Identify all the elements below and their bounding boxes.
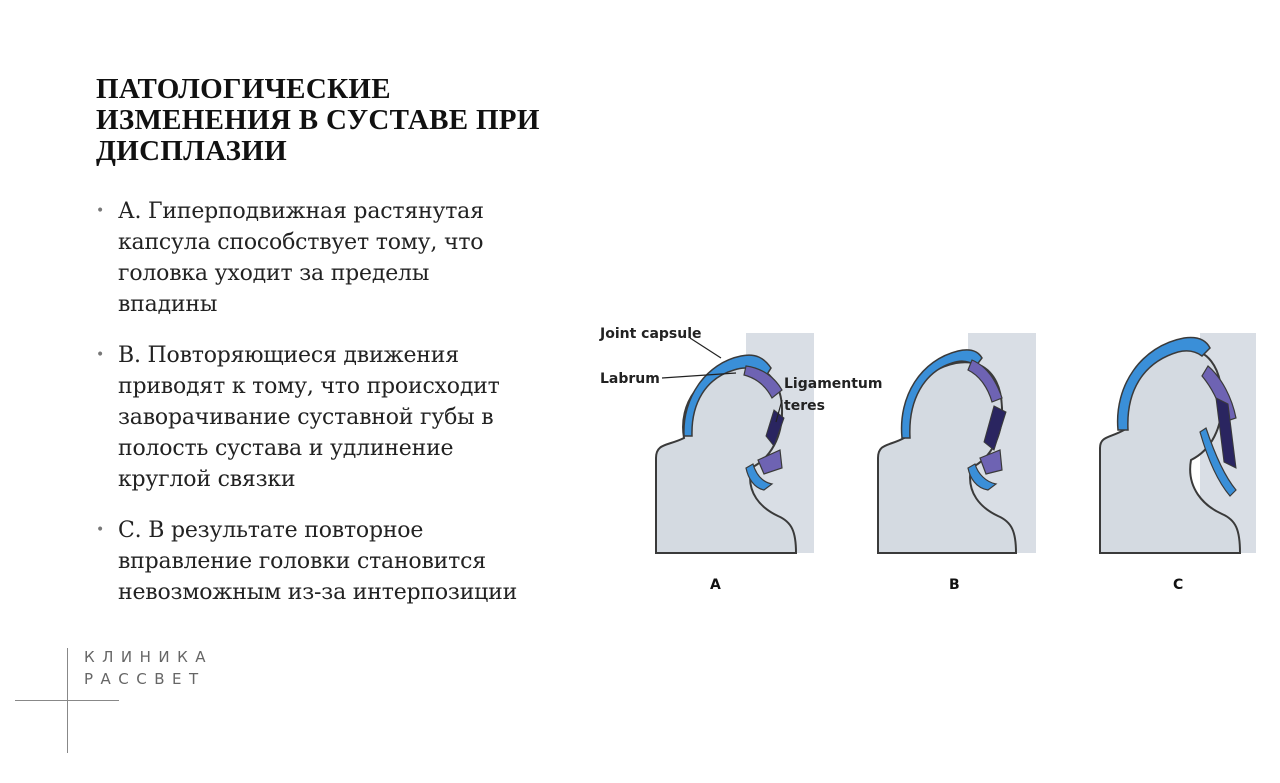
logo-line-2: РАССВЕТ	[84, 670, 206, 688]
bullet-item-b	[96, 340, 596, 495]
bullet-a-line-1: А. Гиперподвижная растянутая	[118, 199, 484, 224]
panel-b	[878, 333, 1036, 553]
bullet-b-line-3: заворачивание суставной губы в	[118, 405, 494, 430]
hip-dysplasia-diagram	[596, 318, 1256, 608]
clinic-logo	[84, 646, 213, 690]
bullet-b-line-4: полость сустава и удлинение	[118, 436, 454, 461]
bullet-c-line-2: вправление головки становится	[118, 549, 486, 574]
logo-horizontal-line	[15, 700, 119, 701]
panel-a	[656, 333, 814, 553]
logo-line-1: КЛИНИКА	[84, 648, 214, 666]
bullet-a-line-3: головка уходит за пределы	[118, 261, 430, 286]
bullet-marker: •	[96, 522, 105, 538]
joint-capsule-label: Joint capsule	[600, 326, 702, 342]
ligamentum-teres-label-line-2: teres	[784, 398, 825, 414]
panel-label-a: A	[710, 577, 721, 593]
bullet-marker: •	[96, 203, 105, 219]
title-line-1: ПАТОЛОГИЧЕСКИЕ	[96, 73, 391, 105]
bullet-c-line-3: невозможным из-за интерпозиции	[118, 580, 518, 605]
slide-title	[96, 74, 616, 167]
bullet-b-line-1: В. Повторяющиеся движения	[118, 343, 459, 368]
bullet-marker: •	[96, 347, 105, 363]
bullet-c-line-1: С. В результате повторное	[118, 518, 424, 543]
bullet-a-line-2: капсула способствует тому, что	[118, 230, 484, 255]
title-line-3: ДИСПЛАЗИИ	[96, 135, 287, 167]
bullet-item-a	[96, 196, 596, 320]
panel-label-b: B	[949, 577, 960, 593]
panel-c	[1100, 333, 1256, 553]
ligamentum-teres-label-line-1: Ligamentum	[784, 376, 883, 392]
labrum-label: Labrum	[600, 371, 660, 387]
bullet-b-line-2: приводят к тому, что происходит	[118, 374, 500, 399]
bullet-b-line-5: круглой связки	[118, 467, 296, 492]
bullet-item-c	[96, 515, 596, 608]
bullet-list	[96, 196, 596, 628]
panel-label-c: C	[1173, 577, 1184, 593]
title-line-2: ИЗМЕНЕНИЯ В СУСТАВЕ ПРИ	[96, 104, 540, 136]
bullet-a-line-4: впадины	[118, 292, 218, 317]
